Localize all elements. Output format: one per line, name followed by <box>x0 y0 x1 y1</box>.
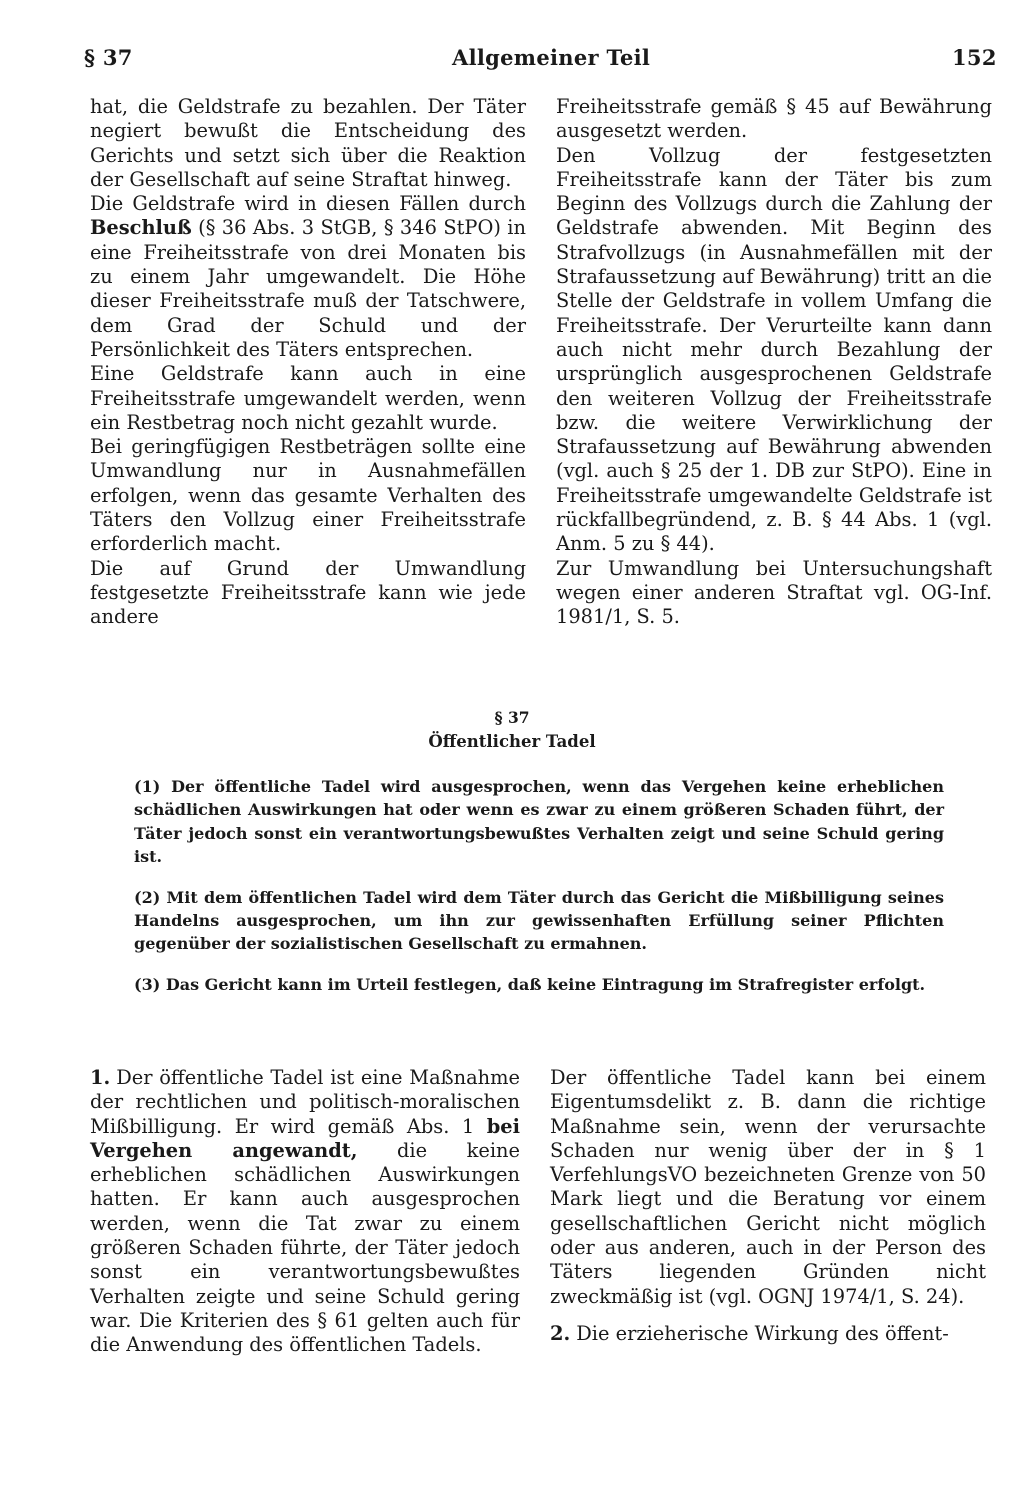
header-section-ref: § 37 <box>84 45 133 70</box>
statute-paragraph-3: (3) Das Gericht kann im Urteil festlegen, daß keine Eintragung im Strafregister erfolgt. <box>134 974 926 994</box>
commentary-left-column <box>90 1066 520 1358</box>
commentary-paragraph: Der öffentliche Tadel kann bei einem Eigentumsdelikt z. B. dann die richtige Maßnahme sein, wenn der verursachte Schaden nur wenig über der in § 1 VerfehlungsVO bezeichneten Grenze von 50 Mark liegt und die Beratung vor einem gesellschaftlichen Gericht nicht möglich oder aus anderen, auch in der Person des Täters liegenden Gründen nicht zweckmäßig ist (vgl. OGNJ 1974/1, S. 24). <box>550 1066 986 1308</box>
section-title: Öffentlicher Tadel <box>428 732 596 751</box>
commentary-right-column <box>550 1066 986 1346</box>
commentary-note-2: 2. Die erzieherische Wirkung des öffent- <box>550 1321 949 1345</box>
header-title: Allgemeiner Teil <box>452 45 651 70</box>
paragraph: hat, die Geldstrafe zu bezahlen. Der Täter negiert bewußt die Entscheidung des Gerichts und setzt sich über die Reaktion der Gesellschaft auf seine Straftat hinweg. <box>90 95 526 191</box>
paragraph: Die auf Grund der Umwandlung festgesetzte Freiheitsstrafe kann wie jede andere <box>90 556 526 629</box>
paragraph: Zur Umwandlung bei Untersuchungshaft wegen einer anderen Straftat vgl. OG-Inf. 1981/1, S. 5. <box>556 556 992 629</box>
paragraph: Den Vollzug der festgesetzten Freiheitsstrafe kann der Täter bis zum Beginn des Vollzugs durch die Zahlung der Geldstrafe abwenden. Mit Beginn des Strafvollzugs (in Ausnahmefällen mit der Strafaussetzung auf Bewährung) tritt an die Stelle der Geldstrafe in vollem Umfang die Freiheitsstrafe. Der Verurteilte kann dann auch nicht mehr durch Bezahlung der ursprünglich ausgesprochenen Geldstrafe den weiteren Vollzug der Freiheitsstrafe bzw. die weitere Verwirklichung der Strafaussetzung auf Bewährung abwenden (vgl. auch § 25 der 1. DB zur StPO). Eine in Freiheitsstrafe umgewandelte Geldstrafe ist rückfallbegründend, z. B. § 44 Abs. 1 (vgl. Anm. 5 zu § 44). <box>556 143 992 556</box>
section-number: § 37 <box>494 708 530 727</box>
statute-paragraph-1: (1) Der öffentliche Tadel wird ausgesprochen, wenn das Vergehen keine erheblichen schädlichen Auswirkungen hat oder wenn es zwar zu einem größeren Schaden führt, der Täter jedoch sonst ein verantwortungsbewußtes Verhalten zeigt und seine Schuld gering ist. <box>134 777 944 867</box>
top-left-column <box>90 95 526 630</box>
paragraph: Freiheitsstrafe gemäß § 45 auf Bewährung ausgesetzt werden. <box>556 95 992 143</box>
paragraph: Bei geringfügigen Restbeträgen sollte eine Umwandlung nur in Ausnahmefällen erfolgen, wenn das gesamte Verhalten des Täters den Vollzug einer Freiheitsstrafe erforderlich macht. <box>90 435 526 556</box>
statute-text <box>134 775 944 1013</box>
statute-paragraph-2: (2) Mit dem öffentlichen Tadel wird dem Täter durch das Gericht die Mißbilligung seines Handelns ausgesprochen, um ihn zur gewissenhaften Erfüllung seiner Pflichten gegenüber der sozialistischen Gesellschaft zu ermahnen. <box>134 887 944 954</box>
commentary-note-1: 1. Der öffentliche Tadel ist eine Maßnahme der rechtlichen und politisch-moralischen Mißbilligung. Er wird gemäß Abs. 1 bei Vergehen angewandt, die keine erheblichen schädlichen Auswirkungen hatten. Er kann auch ausgesprochen werden, wenn die Tat zwar zu einem größeren Schaden führte, der Täter jedoch sonst ein verantwortungsbewußtes Verhalten zeigte und seine Schuld gering war. Die Kriterien des § 61 gelten auch für die Anwendung des öffentlichen Tadels. <box>90 1066 520 1357</box>
page-number: 152 <box>952 45 997 70</box>
paragraph: Eine Geldstrafe kann auch in eine Freiheitsstrafe umgewandelt werden, wenn ein Restbetrag noch nicht gezahlt wurde. <box>90 362 526 434</box>
paragraph: Die Geldstrafe wird in diesen Fällen durch Beschluß (§ 36 Abs. 3 StGB, § 346 StPO) in eine Freiheitsstrafe von drei Monaten bis zu einem Jahr umgewandelt. Die Höhe dieser Freiheitsstrafe muß der Tatschwere, dem Grad der Schuld und der Persönlichkeit des Täters entsprechen. <box>90 192 526 361</box>
top-right-column <box>556 95 992 630</box>
